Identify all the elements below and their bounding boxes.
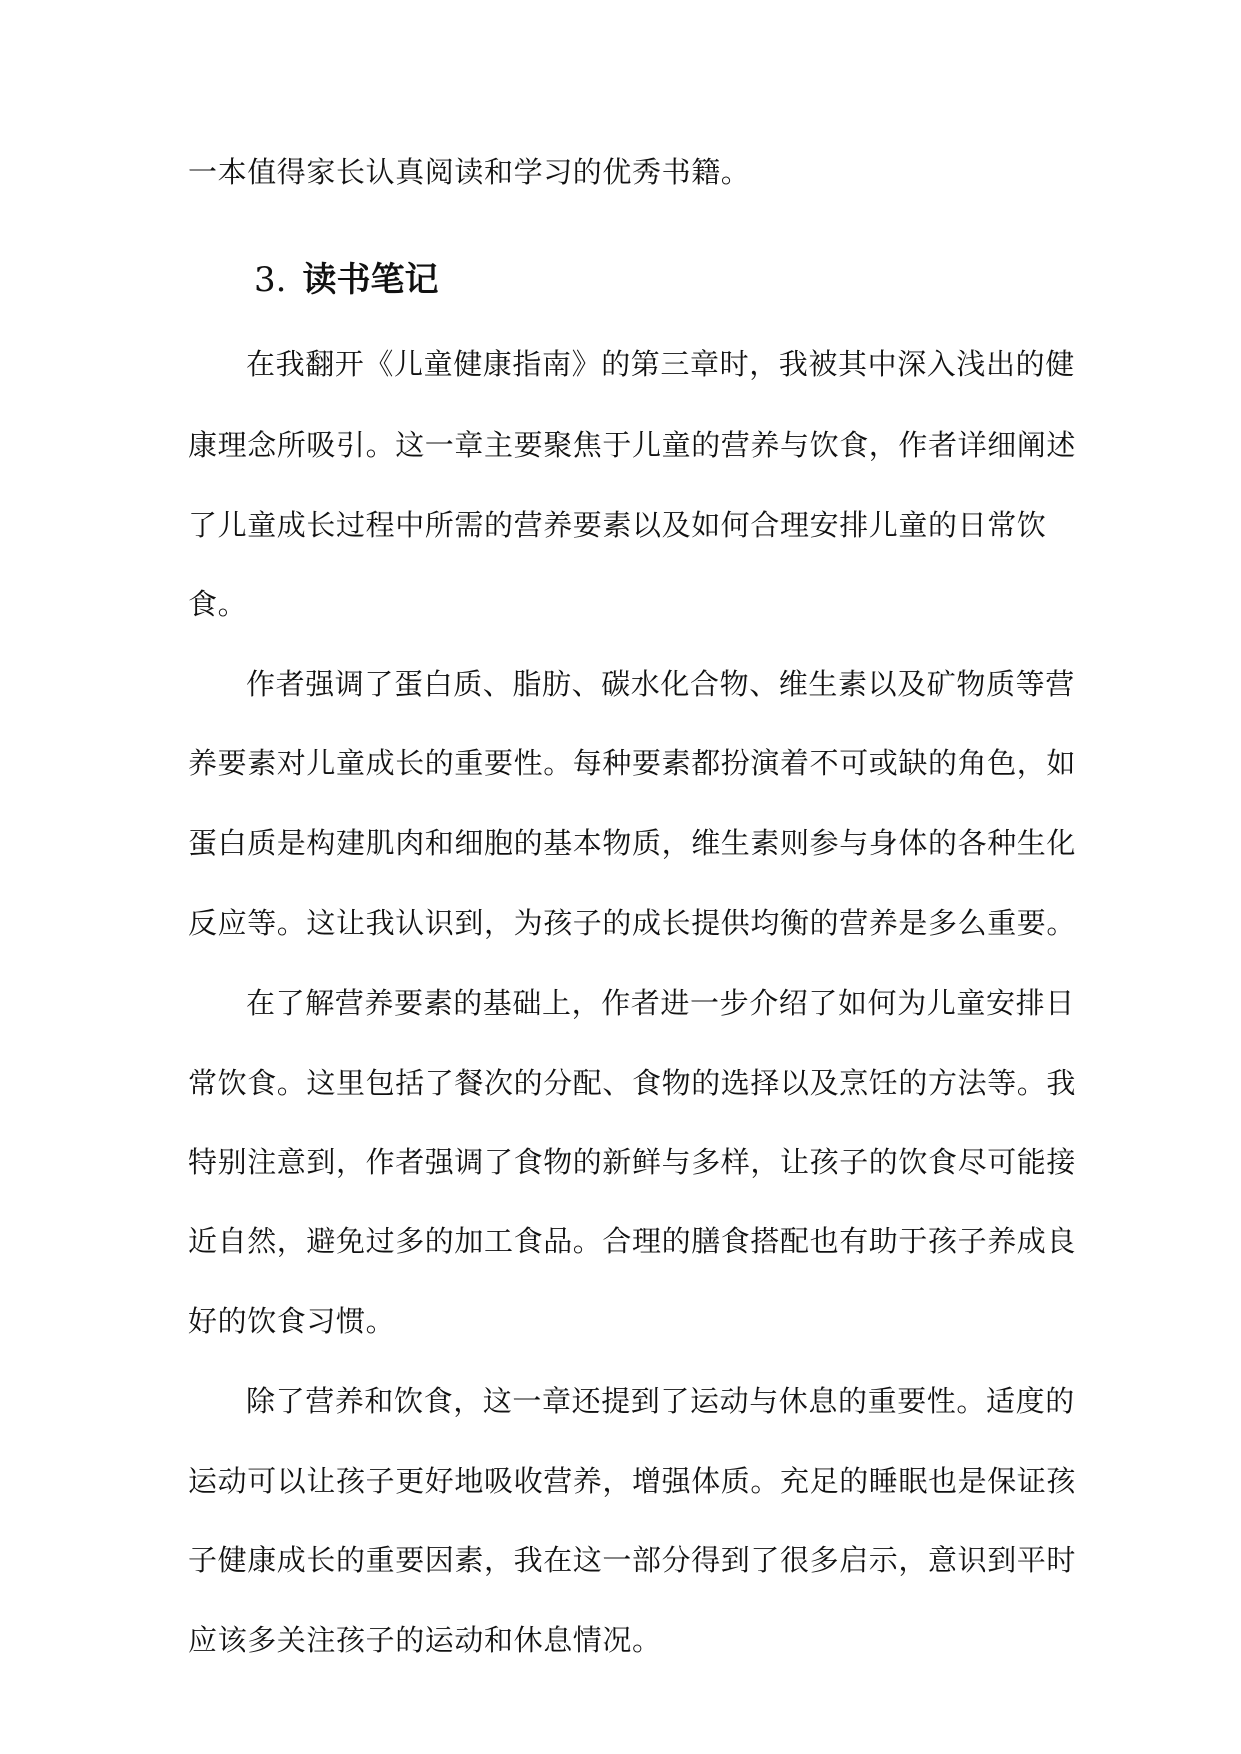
paragraph-line: 作者强调了蛋白质、脂肪、碳水化合物、维生素以及矿物质等营 — [246, 667, 1075, 701]
paragraph-line: 近自然，避免过多的加工食品。合理的膳食搭配也有助于孩子养成良 — [188, 1224, 1077, 1258]
paragraph-line: 反应等。这让我认识到，为孩子的成长提供均衡的营养是多么重要。 — [188, 906, 1077, 940]
paragraph-line: 应该多关注孩子的运动和休息情况。 — [188, 1623, 662, 1657]
paragraph-line: 特别注意到，作者强调了食物的新鲜与多样，让孩子的饮食尽可能接 — [188, 1145, 1077, 1179]
paragraph-line: 养要素对儿童成长的重要性。每种要素都扮演着不可或缺的角色，如 — [188, 746, 1077, 780]
paragraph-line: 常饮食。这里包括了餐次的分配、食物的选择以及烹饪的方法等。我 — [188, 1066, 1077, 1100]
paragraph-line: 食。 — [188, 587, 248, 621]
paragraph-line: 在了解营养要素的基础上，作者进一步介绍了如何为儿童安排日 — [246, 986, 1075, 1020]
paragraph-line: 好的饮食习惯。 — [188, 1304, 396, 1338]
section-heading — [254, 258, 438, 302]
section-title: 读书笔记 — [302, 260, 439, 300]
paragraph-line: 子健康成长的重要因素，我在这一部分得到了很多启示，意识到平时 — [188, 1543, 1077, 1577]
paragraph-line: 康理念所吸引。这一章主要聚焦于儿童的营养与饮食，作者详细阐述 — [188, 428, 1077, 462]
carryover-text-line: 一本值得家长认真阅读和学习的优秀书籍。 — [188, 155, 751, 189]
paragraph-line: 在我翻开《儿童健康指南》的第三章时，我被其中深入浅出的健 — [246, 347, 1075, 381]
paragraph-line: 了儿童成长过程中所需的营养要素以及如何合理安排儿童的日常饮 — [188, 508, 1047, 542]
paragraph-line: 蛋白质是构建肌肉和细胞的基本物质，维生素则参与身体的各种生化 — [188, 826, 1077, 860]
paragraph-line: 除了营养和饮食，这一章还提到了运动与休息的重要性。适度的 — [246, 1384, 1075, 1418]
paragraph-line: 运动可以让孩子更好地吸收营养，增强体质。充足的睡眠也是保证孩 — [188, 1464, 1077, 1498]
section-number: 3. — [254, 260, 287, 300]
